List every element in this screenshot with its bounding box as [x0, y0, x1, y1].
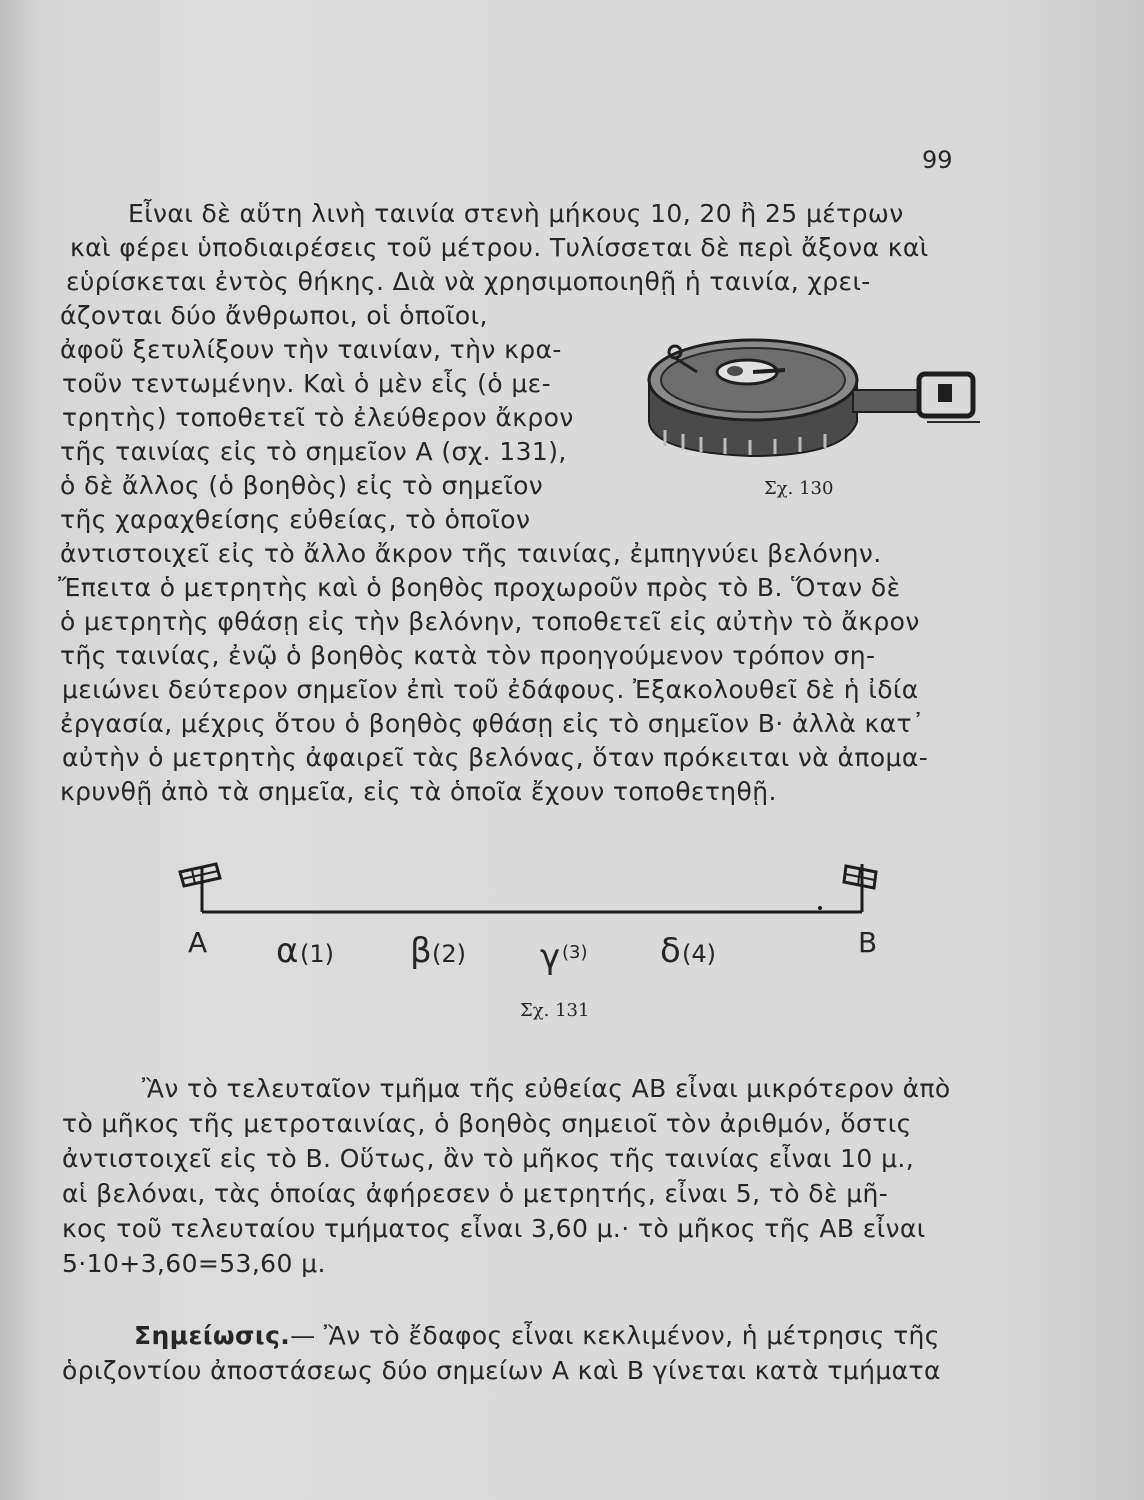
text-line: ἀφοῦ ξετυλίξουν τὴν ταινίαν, τὴν κρα- [60, 335, 562, 364]
text-line: αἱ βελόναι, τὰς ὁποίας ἀφήρεσεν ὁ μετρητής, εἶναι 5, τὸ δὲ μῆ- [62, 1179, 889, 1208]
page-number: 99 [922, 146, 953, 174]
text-line: ἀντιστοιχεῖ εἰς τὸ Β. Οὕτως, ἂν τὸ μῆκος τῆς ταινίας εἶναι 10 μ., [62, 1144, 915, 1173]
text-line: Ἔπειτα ὁ μετρητὴς καὶ ὁ βοηθὸς προχωροῦν πρὸς τὸ Β. Ὅταν δὲ [58, 573, 901, 602]
figure-130-caption: Σχ. 130 [764, 478, 834, 499]
text-line: τρητὴς) τοποθετεῖ τὸ ἐλεύθερον ἄκρον [62, 403, 574, 432]
segment-letter: δ [660, 931, 681, 971]
segment-letter: γ [540, 937, 561, 977]
segment-letter: β [410, 931, 432, 971]
endpoint-a-label: Α [188, 926, 208, 959]
endpoint-b-label: Β [858, 926, 878, 959]
text-line: τὸ μῆκος τῆς μετροταινίας, ὁ βοηθὸς σημειοῖ τὸν ἀριθμόν, ὅστις [62, 1109, 912, 1138]
text-line: κος τοῦ τελευταίου τμήματος εἶναι 3,60 μ.· τὸ μῆκος τῆς ΑΒ εἶναι [62, 1214, 926, 1243]
segment-letter: α [276, 931, 299, 971]
text-line: ἀντιστοιχεῖ εἰς τὸ ἄλλο ἄκρον τῆς ταινίας, ἐμπηγνύει βελόνην. [60, 539, 882, 568]
text-line: κρυνθῇ ἀπὸ τὰ σημεῖα, εἰς τὰ ὁποῖα ἔχουν τοποθετηθῇ. [60, 777, 777, 806]
segment-number: (1) [300, 940, 334, 968]
segment-diagram [170, 850, 900, 980]
text-line: τῆς ταινίας εἰς τὸ σημεῖον Α (σχ. 131), [60, 437, 567, 466]
segment-number: (3) [562, 942, 588, 963]
text-line: τῆς χαραχθείσης εὐθείας, τὸ ὁποῖον [60, 505, 531, 534]
text-line: τῆς ταινίας, ἐνῷ ὁ βοηθὸς κατὰ τὸν προηγούμενον τρόπον ση- [60, 641, 876, 670]
text-line: Ἂν τὸ τελευταῖον τμῆμα τῆς εὐθείας ΑΒ εἶναι μικρότερον ἀπὸ [142, 1074, 951, 1103]
text-line: ἐργασία, μέχρις ὅτου ὁ βοηθὸς φθάσῃ εἰς τὸ σημεῖον Β· ἀλλὰ κατ᾽ [60, 709, 925, 738]
note-line: ὁριζοντίου ἀποστάσεως δύο σημείων Α καὶ Β γίνεται κατὰ τμήματα [62, 1356, 941, 1385]
text-line: Εἶναι δὲ αὕτη λινὴ ταινία στενὴ μήκους 10, 20 ἢ 25 μέτρων [128, 199, 904, 228]
segment-number: (4) [682, 940, 716, 968]
note-heading: Σημείωσις. [134, 1321, 291, 1350]
segment-number: (2) [432, 940, 466, 968]
text-line: άζονται δύο ἄνθρωποι, οἱ ὁποῖοι, [60, 301, 488, 330]
text-line: 5·10+3,60=53,60 μ. [62, 1249, 326, 1278]
note-line [134, 1320, 940, 1352]
figure-131-caption: Σχ. 131 [520, 1000, 590, 1021]
text-line: ὁ μετρητὴς φθάσῃ εἰς τὴν βελόνην, τοποθετεῖ εἰς αὐτὴν τὸ ἄκρον [60, 607, 920, 636]
text-line: μειώνει δεύτερον σημεῖον ἐπὶ τοῦ ἐδάφους. Ἐξακολουθεῖ δὲ ἡ ἰδία [62, 675, 919, 704]
text-line: αὐτὴν ὁ μετρητὴς ἀφαιρεῖ τὰς βελόνας, ὅταν πρόκειται νὰ ἀπομα- [62, 743, 929, 772]
text-line: καὶ φέρει ὑποδιαιρέσεις τοῦ μέτρου. Τυλίσσεται δὲ περὶ ἄξονα καὶ [70, 233, 929, 262]
text-line: ὁ δὲ ἄλλος (ὁ βοηθὸς) εἰς τὸ σημεῖον [60, 471, 544, 500]
tape-measure-illustration [635, 330, 985, 470]
text-line: εὑρίσκεται ἐντὸς θήκης. Διὰ νὰ χρησιμοποιηθῇ ἡ ταινία, χρει- [66, 267, 871, 296]
text-line: τοῦν τεντωμένην. Καὶ ὁ μὲν εἷς (ὁ με- [62, 369, 552, 398]
note-text: — Ἂν τὸ ἔδαφος εἶναι κεκλιμένον, ἡ μέτρησις τῆς [290, 1321, 940, 1350]
